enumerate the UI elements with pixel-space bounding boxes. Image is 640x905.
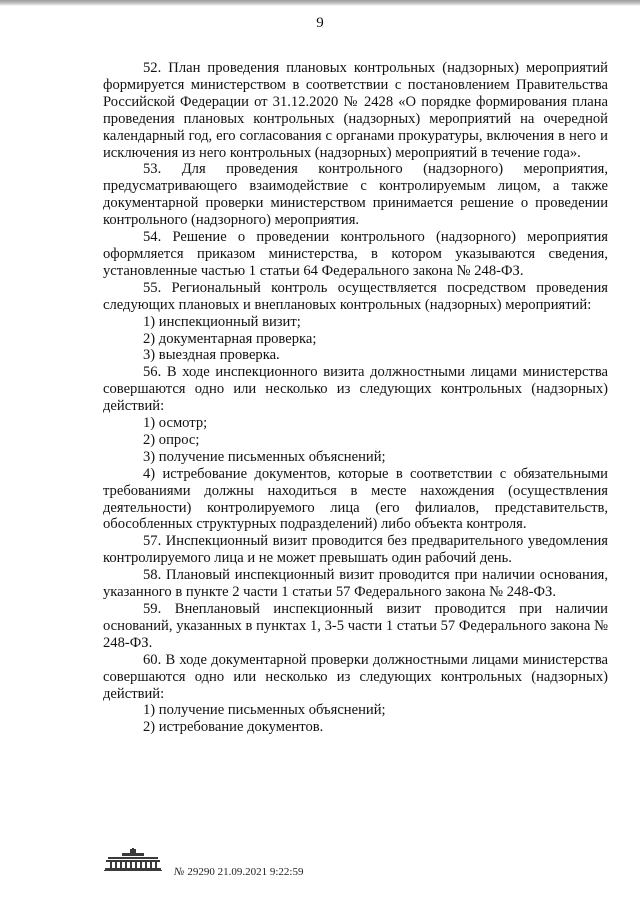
paragraph-55: 55. Региональный контроль осуществляется посредством проведения следующих плановых и внеплановых контрольных (надзорных) мероприятий:: [103, 279, 608, 313]
list-item: 3) получение письменных объяснений;: [143, 448, 386, 465]
list-item: 1) инспекционный визит;: [143, 313, 301, 330]
list-item: 1) осмотр;: [143, 415, 208, 432]
list-item: 3) выездная проверка.: [143, 347, 280, 364]
paragraph-53: 53. Для проведения контрольного (надзорного) мероприятия, предусматривающего взаимодействие с контролируемым лицом, а также документарной проверки министерством принимается решение о проведении контрольного (надзорного) мероприятия.: [103, 161, 608, 229]
paragraph-54: 54. Решение о проведении контрольного (надзорного) мероприятия оформляется приказом министерства, в котором указываются сведения, установленные частью 1 статьи 64 Федерального закона № 248-ФЗ.: [103, 229, 608, 279]
government-building-icon: [102, 848, 164, 872]
paragraph-58: 58. Плановый инспекционный визит проводится при наличии основания, указанного в пункте 2 части 1 статьи 57 Федерального закона № 248-ФЗ.: [103, 567, 608, 601]
number-sign: №: [174, 866, 185, 878]
registration-info: [174, 866, 304, 879]
paragraph-57: 57. Инспекционный визит проводится без предварительного уведомления контролируемого лица и не может превышать один рабочий день.: [103, 533, 608, 567]
list-item: 2) опрос;: [143, 431, 200, 448]
list-item: 2) истребование документов.: [143, 719, 324, 736]
page-number: 9: [316, 15, 324, 31]
paragraph-59: 59. Внеплановый инспекционный визит проводится при наличии оснований, указанных в пунктах 1, 3-5 части 1 статьи 57 Федерального закона № 248-ФЗ.: [103, 601, 608, 651]
scan-top-edge: [0, 0, 640, 6]
list-item-paragraph: 4) истребование документов, которые в соответствии с обязательными требованиями должны находиться в месте нахождения (осуществления деятельности) контролируемого лица (его филиалов, представительств, обособленных структурных подразделений) либо объекта контроля.: [103, 465, 608, 533]
registration-number-date: 29290 21.09.2021 9:22:59: [187, 866, 304, 878]
list-item: 1) получение письменных объяснений;: [143, 702, 386, 719]
document-footer: [102, 848, 522, 882]
paragraph-56: 56. В ходе инспекционного визита должностными лицами министерства совершаются одно или несколько из следующих контрольных (надзорных) действий:: [103, 364, 608, 415]
list-item: 2) документарная проверка;: [143, 330, 317, 347]
paragraph-60: 60. В ходе документарной проверки должностными лицами министерства совершаются одно или несколько из следующих контрольных (надзорных) действий:: [103, 651, 608, 702]
paragraph-52: 52. План проведения плановых контрольных (надзорных) мероприятий формируется министерством в соответствии с постановлением Правительства Российской Федерации от 31.12.2020 № 2428 «О порядке формирования плана проведения плановых контрольных (надзорных) мероприятий на очередной календарный год, его согласования с органами прокуратуры, включения в него и исключения из него контрольных (надзорных) мероприятий в течение года».: [103, 60, 608, 161]
document-body: [103, 60, 608, 736]
